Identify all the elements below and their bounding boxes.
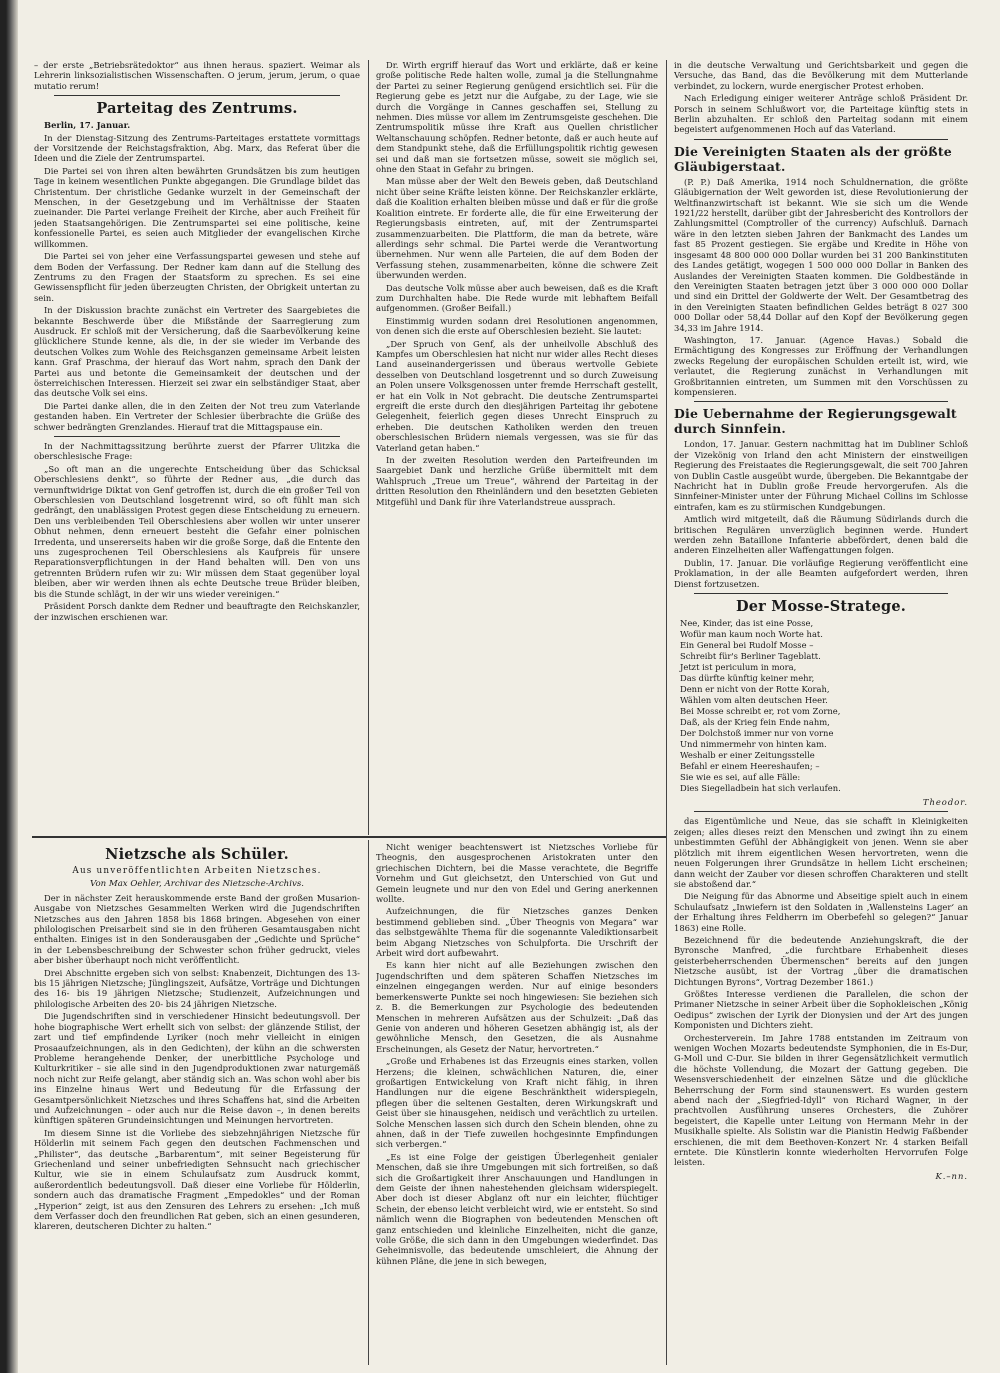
column-rule: [666, 60, 667, 1365]
poem-line: Ein General bei Rudolf Mosse –: [680, 640, 814, 651]
separator: [694, 401, 948, 402]
paragraph: Washington, 17. Januar. (Agence Havas.) Sobald die Ermächtigung des Kongresses zur Eröffnung der Verhandlungen zwecks Regelung der europäischen Schulden erteilt ist, wird, wie verlautet, die Regierung zunächst in Verhandlungen mit Großbritannien eintreten, um Summen mit den Vorschüssen zu kompensieren.: [674, 334, 968, 397]
poem-line: Der Dolchstoß immer nur von vorne: [680, 728, 834, 739]
paragraph: Im diesem Sinne ist die Vorliebe des siebzehnjährigen Nietzsche für Hölderlin mit seinem Fach gegen den deutschen Fachmenschen und „Philister“, das deutsche „Barbarentum“, mit seiner Begeisterung für Griechenland und seiner unbefriedigten Sehnsucht nach griechischer Kultur, wie sie in einem Schulaufsatz zum Ausdruck kommt, außerordentlich bedeutungsvoll. Daß dieser eine Vorliebe für Hölderlin, sondern auch das dramatische Fragment „Empedokles“ und der Roman „Hyperion“ zeigt, ist aus den Zensuren des Lehrers zu ersehen: „Ich muß dem Verfasser doch den freundlichen Rat geben, sich an einen gesunderen, klareren, deutscheren Dichter zu halten.“: [34, 1127, 360, 1232]
paragraph: Aufzeichnungen, die für Nietzsches ganzes Denken bestimmend geblieben sind. „Über Theognis von Megara“ war das selbstgewählte Thema für die sogenannte Valediktionsarbeit beim Abgang Nietzsches von Schulpforta. Die Urschrift der Arbeit wird dort aufbewahrt.: [376, 906, 658, 959]
poem-line: Sie wie es sei, auf alle Fälle:: [680, 772, 801, 783]
paragraph: in die deutsche Verwaltung und Gerichtsbarkeit und gegen die Versuche, das Band, das die Bevölkerung mit dem Mutterlande verbindet, zu lockern, wurde energischer Protest erhoben.: [674, 60, 968, 91]
quote-ulitzka: „So oft man an die ungerechte Entscheidung über das Schicksal Oberschlesiens denkt“, so führte der Redner aus, „die durch das vernunftwidrige Diktat von Genf getroffen ist, durch die ein großer Teil von Oberschlesien von Deutschland losgetrennt wird, so oft fühlt man sich gedrängt, den unablässigen Protest gegen diese Entscheidung zu erneuern. Den uns verbleibenden Teil Oberschlesiens aber wollen wir unter unserer Obhut nehmen, denn erneuert besteht die Gefahr einer polnischen Irredenta, und unsererseits haben wir die große Sorge, daß die Entente den uns zugesprochenen Teil Oberschlesiens als Kaufpreis für unsere Reparationsverpflichtungen in der Hand behalten will. Den von uns getrennten Brüdern rufen wir zu: Wir müssen dem Staat gegenüber loyal bleiben, aber wir werden ihnen als echte Deutsche treue Brüder bleiben, bis die Stunde schlägt, in der wir uns wieder vereinigen.“: [34, 463, 360, 599]
article-title-ireland: Die Uebernahme der Regierungsgewalt durch Sinnfein.: [674, 406, 957, 437]
poem-line: Jetzt ist periculum in mora,: [680, 662, 797, 673]
intro-text: – der erste „Betriebsrätedoktor“ aus ihnen heraus. spaziert. Weimar als Lehrerin linksozialistischen Wissenschaften. O jerum, jerum, jerum, o quae mutatio rerum!: [34, 60, 360, 91]
poem-line: Nee, Kinder, das ist eine Posse,: [680, 618, 814, 629]
paragraph-closing: Präsident Porsch dankte dem Redner und beauftragte den Reichskanzler, der inzwischen erschienen war.: [34, 601, 360, 622]
separator: [54, 95, 340, 96]
separator: [694, 593, 948, 594]
poem-line: Dies Siegelladbein hat sich verlaufen.: [680, 783, 841, 794]
poem-line: Weshalb er einer Zeitungsstelle: [680, 750, 815, 761]
separator: [694, 811, 948, 812]
poem-line: Daß, als der Krieg fein Ende nahm,: [680, 717, 830, 728]
paragraph: Größtes Interesse verdienen die Parallelen, die schon der Primaner Nietzsche in seiner Arbeit über die Sophokleischen „König Oedipus“ zwischen der Lyrik der Dionysien und der Art des jungen Komponisten und Dichters zieht.: [674, 988, 968, 1031]
column-middle-top: [376, 60, 658, 832]
poem-line: Wählen vom alten deutschen Heer.: [680, 695, 828, 706]
article-signature: K.–nn.: [935, 1170, 968, 1181]
paragraph: Bezeichnend für die bedeutende Anziehungskraft, die der Byronsche Manfred, „die furchtbare Erhabenheit dieses geisterbeherrschenden Übermenschen“ bereits auf den jungen Nietzsche ausübt, ist der Vortrag „über die dramatischen Dichtungen Byrons“, Vortrag Dezember 1861.): [674, 934, 968, 987]
column-left-top: [34, 60, 360, 832]
poem-line: Befahl er einem Heereshaufen; –: [680, 761, 820, 772]
paragraph: Es kann hier nicht auf alle Beziehungen zwischen den Jugendschriften und dem späteren Schaffen Nietzsches im einzelnen eingegangen werden. Nur auf einige besonders bemerkenswerte Punkte sei noch hingewiesen: Sie beziehen sich z. B. die Bemerkungen zur Psychologie des bedeutenden Menschen in mehreren Aufsätzen aus der Schulzeit: „Daß das Genie von anderen und höheren Gesetzen abhängig ist, als der gewöhnliche Mensch, den Gesetzen, die als Ausnahme Erscheinungen, als Gesetz der Natur, hervortreten.“: [376, 960, 658, 1054]
separator: [54, 436, 340, 437]
separator: [694, 139, 948, 140]
paragraph: Die Partei sei von ihren alten bewährten Grundsätzen bis zum heutigen Tage in keinem wesentlichen Punkte abgegangen. Die Grundlage bildet das Christentum. Der christliche Gedanke wurzelt in der Gemeinschaft der Menschen, in der Gesetzgebung und im Verhältnisse der Staaten zueinander. Die Partei verlange Freiheit der Kirche, aber auch Freiheit für jeden Staatsangehörigen. Die Zentrumspartei sei eine politische, keine konfessionelle Partei, es seien auch Mitglieder der evangelischen Kirche willkommen.: [34, 165, 360, 249]
feuilleton-left: [34, 842, 360, 1365]
poem: [680, 618, 968, 794]
paragraph: In der Dienstag-Sitzung des Zentrums-Parteitages erstattete vormittags der Vorsitzende der Reichstagsfraktion, Abg. Marx, das Referat über die Ideen und die Ziele der Zentrumspartei.: [34, 132, 360, 164]
paragraph: In der zweiten Resolution werden den Parteifreunden im Saargebiet Dank und herzliche Grüße übermittelt mit dem Wahlspruch „Treue um Treue“, während der Parteitag in der dritten Resolution den Rheinländern und den besetzten Gebieten Mitgefühl und Dank für ihre Vaterlandstreue aussprach.: [376, 455, 658, 507]
poem-line: Und nimmermehr von hinten kam.: [680, 739, 827, 750]
paragraph: „Es ist eine Folge der geistigen Überlegenheit genialer Menschen, daß sie ihre Umgebungen mit sich fortreißen, so daß sich die Großartigkeit ihrer Anschauungen und Handlungen in dem Geiste der ihnen nahestehenden gleichsam widerspiegelt. Aber doch ist dieser Abglanz oft nur ein leichter, flüchtiger Schein, der ebenso leicht verbleicht wird, wie er entsteht. So sind nämlich wenn die Biographen von bedeutenden Menschen oft ganz entschieden und kleinliche Einzelheiten, nicht die ganze, volle Größe, die sich dann in den Umgebungen wiederfindet. Das Geheimnisvolle, das bedeutende umschleiert, die Ahnung der kühnen Pläne, die jene in sich bewegen,: [376, 1151, 658, 1266]
poem-signature: Theodor.: [922, 797, 968, 808]
poem-line: Denn er nicht von der Rotte Korah,: [680, 684, 830, 695]
paragraph: Dublin, 17. Januar. Die vorläufige Regierung veröffentlicht eine Proklamation, in der alle Beamten aufgefordert werden, ihren Dienst fortzusetzen.: [674, 557, 968, 589]
poem-line: Schreibt für's Berliner Tageblatt.: [680, 651, 821, 662]
article-author: Von Max Oehler, Archivar des Nietzsche-Archivs.: [90, 879, 304, 890]
page-binding-edge: [0, 0, 18, 1373]
paragraph: Nicht weniger beachtenswert ist Nietzsches Vorliebe für Theognis, den ausgesprochenen Aristokraten unter den griechischen Dichtern, bei die Masse verachtete, die Begriffe Vornehm und Gut gleichsetzt, den Unterschied von Gut und Gemein leugnete und nur den von Edel und Gering anerkennen wollte.: [376, 842, 658, 905]
paragraph-resolution: „Der Spruch von Genf, als der unheilvolle Abschluß des Kampfes um Oberschlesien hat nicht nur wider alles Recht dieses Land auseinandergerissen und überaus wertvolle Gebiete desselben von Deutschland losgetrennt und so durch Zuweisung an Polen unsere Volksgenossen unter fremde Herrschaft gestellt, er hat ein Volk in Not gebracht. Die deutsche Zentrumspartei ergreift die erste durch den diesjährigen Parteitag ihr gebotene Gelegenheit, feierlich gegen dieses Unrecht Einspruch zu erheben. Die deutschen Katholiken werden den treuen oberschlesischen Brüdern niemals vergessen, was sie für das Vaterland getan haben.“: [376, 338, 658, 453]
paragraph: Die Neigung für das Abnorme und Abseitige spielt auch in einem Schulaufsatz „Inwiefern ist den Soldaten in ‚Wallensteins Lager‘ an der Erhaltung ihres Feldherrn im Oberbefehl so gelegen?“ Januar 1863) eine Rolle.: [674, 891, 968, 933]
paragraph: Die Partei sei von jeher eine Verfassungspartei gewesen und stehe auf dem Boden der Verfassung. Der Redner kam dann auf die Stellung des Zentrums zu den Fragen der Staatsform zu sprechen. Es sei eine Gewissenspflicht für jeden überzeugten Christen, der Obrigkeit untertan zu sein.: [34, 251, 360, 303]
article-title-nietzsche: Nietzsche als Schüler.: [105, 846, 289, 863]
poem-line: Das dürfte künftig keiner mehr,: [680, 673, 815, 684]
article-title-zentrum: Parteitag des Zentrums.: [96, 100, 298, 118]
paragraph: Der in nächster Zeit herauskommende erste Band der großen Musarion-Ausgabe von Nietzsches Gesammelten Werken wird die Jugendschriften Nietzsches aus den Jahren 1858 bis 1868 bringen. Abgesehen von einer philologischen Preisarbeit sind sie in den früheren Gesamtausgaben nicht enthalten. Einiges ist in den Sonderausgaben der „Gedichte und Sprüche“ in der Lebensbeschreibung der Schwester schon früher gedruckt, vieles aber bisher überhaupt noch nicht veröffentlicht.: [34, 892, 360, 966]
article-title-mosse: Der Mosse-Stratege.: [735, 598, 907, 616]
paragraph: In der Diskussion brachte zunächst ein Vertreter des Saargebietes die bekannte Beschwerde über die Mißstände der Saarregierung zum Ausdruck. Er schloß mit der Versicherung, daß die Saarbevölkerung keine glücklichere Stunde kenne, als die, in der sie wieder im Verbande des deutschen Volkes zum Wohle des Reichsganzen gemeinsame Arbeit leisten kann. Graf Praschma, der hierauf das Wort nahm, sprach den Dank der Partei aus und betonte die Gemeinsamkeit der deutschen und der österreichischen Interessen. Hierzeit sei zwar ein selbständiger Staat, aber das deutsche Volk sei eins.: [34, 305, 360, 399]
feuilleton-middle: [376, 842, 658, 1365]
paragraph: Das deutsche Volk müsse aber auch beweisen, daß es die Kraft zum Durchhalten habe. Die Rede wurde mit lebhaftem Beifall aufgenommen. (Großer Beifall.): [376, 282, 658, 314]
column-rule: [368, 60, 369, 835]
paragraph: Einstimmig wurden sodann drei Resolutionen angenommen, von denen sich die erste auf Oberschlesien bezieht. Sie lautet:: [376, 315, 658, 337]
paragraph: Amtlich wird mitgeteilt, daß die Räumung Südirlands durch die britischen Regulären unverzüglich beginnen werde. Hundert werden zehn Bataillone Infanterie abbefördert, denen bald die anderen Einzelheiten aller Waffengattungen folgen.: [674, 514, 968, 556]
poem-line: Bei Mosse schreibt er, rot vom Zorne,: [680, 706, 841, 717]
paragraph: Die Partei danke allen, die in den Zeiten der Not treu zum Vaterlande gestanden haben. Ein Vertreter der Schlesier überbrachte die Grüße des schwer bedrängten Grenzlandes. Hierauf trat die Mittagspause ein.: [34, 400, 360, 432]
paragraph: Nach Erledigung einiger weiterer Anträge schloß Präsident Dr. Porsch in seinem Schlußwort vor, die Parteitage künftig stets in Berlin abzuhalten. Er schloß den Parteitag sodann mit einem begeistert aufgenommenen Hoch auf das Vaterland.: [674, 93, 968, 135]
column-right: [674, 60, 968, 1365]
paragraph: das Eigentümliche und Neue, das sie schafft in Kleinigkeiten zeigen; alles dieses reizt den Menschen und zwingt ihn zu einem unbestimmten Gefühl der Abhängigkeit von jenen. Wenn sie aber plötzlich mit ihrem eigentlichen Wesen hervortreten, wenn die neuen Folgerungen ihrer Grundsätze in hellem Licht erscheinen; dann weicht der Zauber vor diesen schroffen Charakteren und stellt sie abstoßend dar.“: [674, 816, 968, 889]
article-subtitle: Aus unveröffentlichten Arbeiten Nietzsches.: [72, 866, 322, 876]
paragraph: Dr. Wirth ergriff hierauf das Wort und erklärte, daß er keine große politische Rede halten wolle, zumal ja die Stellungnahme der Partei zu seiner Regierung genügend ersichtlich sei. Für die Regierung gebe es jetzt nur die Aufgabe, zu der Lage, wie sie durch die Vorgänge in Cannes geschaffen sei, Stellung zu nehmen. Dies müsse vor allem im Zentrumsgeiste geschehen. Die Zentrumspolitik müsse ihre Kraft aus Quellen christlicher Weltanschauung schöpfen. Redner betonte, daß er auch heute auf dem Standpunkt stehe, daß die Erfüllungspolitik richtig gewesen sei und daß man sie fortsetzen müsse, soweit sie möglich sei, ohne den Staat in Gefahr zu bringen.: [376, 60, 658, 175]
paragraph-orchester: Orchesterverein. Im Jahre 1788 entstanden im Zeitraum von wenigen Wochen Mozarts bedeutendste Symphonien, die in Es-Dur, G-Moll und C-Dur. Sie bilden in ihrer Gegensätzlichkeit vermutlich die höchste Vollendung, die Mozart der Gattung gegeben. Die Wesensverschiedenheit der einzelnen Sätze und die glückliche Beherrschung der Form sind staunenswert. Es wurden gestern abend nach der „Siegfried-Idyll“ von Richard Wagner, in der prachtvollen Ausführung unseres Orchesters, die Zuhörer begeistert, die Kapelle unter Leitung von Hermann Mehr in der Musikhalle spielte. Als Solistin war die Pianistin Hedwig Faßbender erschienen, die mit dem Beethoven-Konzert Nr. 4 starken Beifall erntete. Die Künstlerin konnte wiederholten Hervorrufen Folge leisten.: [674, 1032, 968, 1168]
dateline: Berlin, 17. Januar.: [44, 120, 131, 131]
paragraph: Die Jugendschriften sind in verschiedener Hinsicht bedeutungsvoll. Der hohe biographische Wert erhellt sich von selbst: der glänzende Stilist, der zart und tief empfindende Lyriker (noch mehr vielleicht in einigen Prosaaufzeichnungen, als in den Gedichten), der kühn an die schwersten Probleme herangehende Denker, der unerbittliche Psychologe und Kulturkritiker – sie alle sind in den Jugendproduktionen zwar naturgemäß noch nicht zur Reife gelangt, aber ständig sich an. Was schon wohl aber bis ins Einzelne hinaus Wert und Bedeutung für die Erfassung der Gesamtpersönlichkeit Nietzsches und ihres Schaffens hat, sind die Arbeiten und Aufzeichnungen – oder auch nur die Reise davon –, in denen bereits künftigen späteren Grundeinsichtungen und Meinungen hervortreten.: [34, 1011, 360, 1126]
paragraph: London, 17. Januar. Gestern nachmittag hat im Dubliner Schloß der Vizekönig von Irland den acht Ministern der einstweiligen Regierung des Freistaates die Regierungsgewalt, die seit 700 Jahren von Dublin Castle ausgeübt wurde, übergeben. Die Bekanntgabe der Nachricht hat in Dublin große Freude hervorgerufen. Als die Sinnfeiner-Minister unter der Führung Michael Collins im Schlosse eintrafen, kam es zu stürmischen Kundgebungen.: [674, 439, 968, 512]
paragraph: Man müsse aber der Welt den Beweis geben, daß Deutschland nicht über seine Kräfte leisten könne. Der Reichskanzler erklärte, daß die Koalition erhalten bleiben müsse und daß er für die große Koalition eintrete. Er forderte alle, die für eine Erweiterung der Regierungsbasis eintreten, auf, mit der Zentrumspartei zusammenzuarbeiten. Die Plattform, die man da betrete, wäre allerdings sehr schmal. Die Partei werde die Verantwortung übernehmen. Nur wenn alle Parteien, die auf dem Boden der Verfassung stehen, zusammenarbeiten, könne die schwere Zeit überwunden werden.: [376, 176, 658, 281]
paragraph: Drei Abschnitte ergeben sich von selbst: Knabenzeit, Dichtungen des 13- bis 15 jährigen Nietzsche; Jünglingszeit, Aufsätze, Vorträge und Dichtungen des 16- bis 19 jährigen Nietzsche; Studienzeit, Aufzeichnungen und philologische Arbeiten des 20- bis 24 jährigen Nietzsche.: [34, 967, 360, 1009]
feuilleton-rule: [32, 836, 666, 838]
paragraph: (P. P.) Daß Amerika, 1914 noch Schuldnernation, die größte Gläubigernation der Welt geworden ist, diese Revolutionierung der Weltfinanzwirtschaft ist bekannt. Wie sie sich um die Wende 1921/22 herstellt, darüber gibt der Jahresbericht des Kontrollors der Zahlungsmittel (Comptroller of the currency) Aufschluß. Darnach wäre in den letzten sieben Jahren der Bankmacht des Landes um fast 85 Prozent gestiegen. Sie ergäbe und Kredite in Höhe von insgesamt 48 800 000 000 Dollar wurden bei 31 200 Bankinstituten des Landes getätigt, wogegen 1 500 000 000 Dollar in Banken des Auslandes der Vereinigten Staaten kommen. Die Goldbestände in den Vereinigten Staaten betragen jetzt über 3 000 000 000 Dollar und sind ein Drittel der Goldwerte der Welt. Der Gesamtbetrag des in den Vereinigten Staaten befindlichen Geldes beträgt 8 027 300 000 Dollar oder 58,44 Dollar auf den Kopf der Bevölkerung gegen 34,33 im Jahre 1914.: [674, 176, 968, 333]
column-rule: [368, 840, 369, 1365]
paragraph-afternoon: In der Nachmittagssitzung berührte zuerst der Pfarrer Ulitzka die oberschlesische Frage:: [34, 441, 360, 462]
poem-line: Wofür man kaum noch Worte hat.: [680, 629, 823, 640]
paragraph: „Große und Erhabenes ist das Erzeugnis eines starken, vollen Herzens; die kleinen, schwächlichen Naturen, die, einer großartigen Entwickelung von Kraft nicht fähig, in ihren Handlungen nur die eigene Beschränktheit widerspiegeln, pflegen über die seltenen Gestalten, deren Wirkungskraft und Geist über sie hinausgehen, neidisch und verächtlich zu urteilen. Solche Menschen lassen sich durch den Schein blenden, ohne zu ahnen, daß in der Tiefe zuweilen hochgesinnte Empfindungen sich verbergen.“: [376, 1056, 658, 1150]
article-title-usa: Die Vereinigten Staaten als der größte Gläubigerstaat.: [674, 143, 952, 174]
